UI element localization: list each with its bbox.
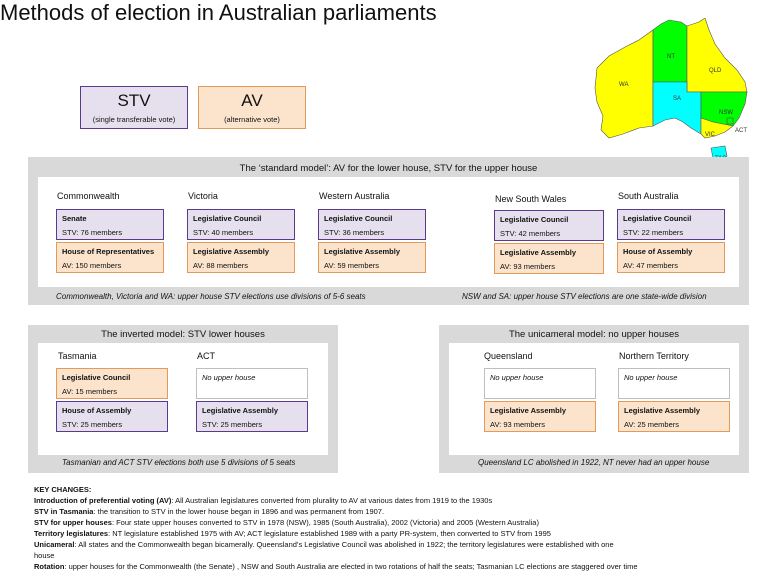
map-nt [653, 20, 687, 82]
no-upper-house-box [196, 368, 308, 399]
map-label-wa: WA [619, 82, 629, 88]
jurisdiction-name: South Australia [618, 191, 679, 201]
map-label-nsw: NSW [719, 110, 733, 116]
house-members: AV: 88 members [193, 261, 249, 270]
lower-house-box [187, 242, 295, 273]
page-title: Methods of election in Australian parliaments [0, 0, 437, 25]
upper-house-box [318, 209, 426, 240]
map-label-vic: VIC [705, 132, 716, 138]
key-change-item [34, 495, 764, 506]
legend-av-label: AV [241, 91, 263, 110]
key-change-label: Introduction of preferential voting (AV) [34, 496, 172, 505]
legend-stv [80, 86, 188, 129]
house-members: AV: 47 members [623, 261, 679, 270]
lower-house-box [618, 401, 730, 432]
house-members: AV: 150 members [62, 261, 122, 270]
key-change-text: : All Australian legislatures converted from plurality to AV at various dates from 1919 to the 1930s [171, 496, 493, 505]
map-label-nt: NT [667, 54, 675, 60]
lower-house-box [494, 243, 604, 274]
no-upper-house-box [618, 368, 730, 399]
house-name: Legislative Assembly [202, 406, 279, 415]
key-change-text: : All states and the Commonwealth began bicamerally. Queensland’s Legislative Council was abolished in 1922; the territory legislatures were established with one [74, 540, 614, 549]
upper-house-box [56, 209, 164, 240]
house-members: AV: 25 members [624, 420, 680, 429]
unicameral-model-panel [439, 325, 749, 473]
house-name: Legislative Assembly [490, 406, 567, 415]
key-change-item [34, 561, 764, 572]
house-members: AV: 93 members [500, 262, 556, 271]
house-members: STV: 42 members [500, 229, 561, 238]
inverted-model-panel [28, 325, 338, 473]
house-members: AV: 15 members [62, 387, 118, 396]
jurisdiction-name: Queensland [484, 351, 533, 361]
key-change-text: house [34, 551, 55, 560]
no-upper-house-box [484, 368, 596, 399]
map-qld [687, 18, 747, 92]
house-name: No upper house [202, 373, 256, 382]
key-change-label: Rotation [34, 562, 65, 571]
house-members: STV: 25 members [62, 420, 123, 429]
lower-house-box [196, 401, 308, 432]
upper-house-box [494, 210, 604, 241]
key-change-text: : upper houses for the Commonwealth (the Senate) , NSW and South Australia are elected in two rotations of half the seats; Tasmanian LC elections are staggered over time [64, 562, 638, 571]
jurisdiction-name: Western Australia [319, 191, 390, 201]
standard-model-note-left: Commonwealth, Victoria and WA: upper house STV elections use divisions of 5-6 seats [56, 292, 366, 301]
key-change-text: : NT legislature established 1975 with AV; ACT legislature established 1989 with a party PR-system, then converted to STV from 1995 [108, 529, 551, 538]
jurisdiction-name: Tasmania [58, 351, 97, 361]
standard-model-title: The ‘standard model’: AV for the lower house, STV for the upper house [239, 163, 538, 174]
house-name: Legislative Council [500, 215, 569, 224]
australia-map [587, 18, 767, 168]
key-change-text: : the transition to STV in the lower house began in 1896 and was permanent from 1907. [93, 507, 385, 516]
key-change-item [34, 517, 764, 528]
house-members: STV: 22 members [623, 228, 684, 237]
map-label-qld: QLD [709, 68, 722, 74]
key-change-text: : Four state upper houses converted to STV in 1978 (NSW), 1985 (South Australia), 2002 (Victoria) and 2005 (Western Australia) [111, 518, 539, 527]
map-label-act: ACT [735, 128, 747, 134]
key-changes [34, 484, 764, 572]
jurisdiction-name: Victoria [188, 191, 218, 201]
jurisdiction-name: New South Wales [495, 194, 567, 204]
house-name: Senate [62, 214, 87, 223]
key-change-item [34, 539, 764, 550]
house-members: STV: 40 members [193, 228, 254, 237]
house-name: Legislative Council [324, 214, 393, 223]
house-name: House of Assembly [623, 247, 693, 256]
house-name: Legislative Council [193, 214, 262, 223]
standard-model-note-right: NSW and SA: upper house STV elections are one state-wide division [462, 292, 707, 301]
house-name: Legislative Assembly [324, 247, 401, 256]
house-name: No upper house [490, 373, 544, 382]
house-name: Legislative Assembly [193, 247, 270, 256]
legend-stv-label: STV [117, 91, 151, 110]
lower-house-box [56, 242, 164, 273]
legend-stv-sub: (single transferable vote) [92, 115, 176, 124]
house-name: Legislative Assembly [500, 248, 577, 257]
lower-house-box [318, 242, 426, 273]
house-name: Legislative Assembly [624, 406, 701, 415]
upper-house-box [187, 209, 295, 240]
house-name: House of Representatives [62, 247, 155, 256]
house-members: STV: 36 members [324, 228, 385, 237]
house-name: House of Assembly [62, 406, 132, 415]
house-members: STV: 25 members [202, 420, 263, 429]
key-change-label: Unicameral [34, 540, 75, 549]
upper-house-box [56, 368, 168, 399]
key-change-item [34, 550, 764, 561]
key-change-label: Territory legislatures [34, 529, 109, 538]
lower-house-box [617, 242, 725, 273]
key-changes-heading: KEY CHANGES: [34, 485, 92, 494]
map-act [727, 118, 733, 124]
lower-house-box [484, 401, 596, 432]
inverted-model-title: The inverted model: STV lower houses [101, 329, 265, 340]
house-name: Legislative Council [62, 373, 131, 382]
key-change-item [34, 506, 764, 517]
jurisdiction-name: Northern Territory [619, 351, 689, 361]
key-change-label: STV for upper houses [34, 518, 112, 527]
house-members: STV: 76 members [62, 228, 123, 237]
house-members: AV: 59 members [324, 261, 380, 270]
jurisdiction-name: ACT [197, 351, 215, 361]
key-change-label: STV in Tasmania [34, 507, 94, 516]
unicameral-model-note: Queensland LC abolished in 1922, NT never had an upper house [478, 458, 710, 467]
upper-house-box [617, 209, 725, 240]
inverted-model-note: Tasmanian and ACT STV elections both use 5 divisions of 5 seats [62, 458, 296, 467]
key-change-item [34, 528, 764, 539]
house-name: No upper house [624, 373, 678, 382]
lower-house-box [56, 401, 168, 432]
unicameral-model-title: The unicameral model: no upper houses [508, 329, 680, 340]
legend-av [198, 86, 306, 129]
jurisdiction-name: Commonwealth [57, 191, 120, 201]
legend-av-sub: (alternative vote) [224, 115, 280, 124]
map-label-sa: SA [673, 96, 682, 102]
house-name: Legislative Council [623, 214, 692, 223]
house-members: AV: 93 members [490, 420, 546, 429]
